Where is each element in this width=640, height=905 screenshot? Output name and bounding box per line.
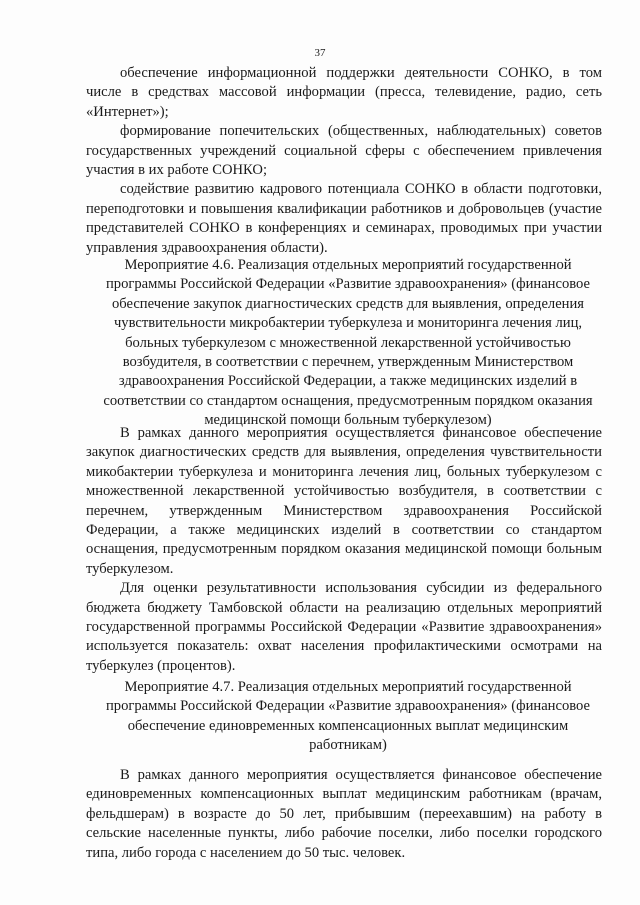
page-number: 37 [314, 47, 326, 59]
section-4-6-paragraph-1: В рамках данного мероприятия осуществляется финансовое обеспечение закупок диагностических средств для выявления, определения чувствительности микобактерии туберкулеза и мониторинга лечения лиц, больных туберкулезом с множественной лекарственной устойчивостью возбудителя, в соответствии с перечнем, утвержденным Министерством здравоохранения Российской Федерации, а также медицинских изделий в соответствии со стандартом оснащения, предусмотренным порядком оказания медицинской помощи больным туберкулезом. [86, 425, 602, 577]
intro-item-media-support: обеспечение информационной поддержки деятельности СОНКО, в том числе в средствах массовой информации (пресса, телевидение, радио, сеть «Интернет»); [86, 65, 602, 120]
section-4-6-heading [94, 256, 602, 431]
section-4-6-heading-text: Мероприятие 4.6. Реализация отдельных мероприятий государственной программы Российской Федерации «Развитие здравоохранения» (финансовое обеспечение закупок диагностических средств для выявления, определения чувствительности микробактерии туберкулеза и мониторинга лечения лиц, больных туберкулезом с множественной лекарственной устойчивостью возбудителя, в соответствии с перечнем, утвержденным Министерством здравоохранения Российской Федерации, а также медицинских изделий в соответствии со стандартом оснащения, предусмотренным порядком оказания медицинской помощи больным туберкулезом) [103, 257, 593, 429]
section-4-6-paragraph-2: Для оценки результативности использования субсидии из федерального бюджета бюджету Тамбовской области на реализацию отдельных мероприятий государственной программы Российской Федерации «Развитие здравоохранения» используется показатель: охват населения профилактическими осмотрами на туберкулез (процентов). [86, 580, 602, 674]
section-4-7-heading-text: Мероприятие 4.7. Реализация отдельных мероприятий государственной программы Российской Федерации «Развитие здравоохранения» (финансовое обеспечение единовременных компенсационных выплат медицинским работникам) [106, 679, 590, 754]
intro-item-trustee-councils: формирование попечительских (общественных, наблюдательных) советов государственных учреждений социальной сферы с обеспечением привлечения участия в их работе СОНКО; [86, 123, 602, 179]
section-4-7-heading [94, 678, 602, 756]
section-4-7-body [86, 766, 602, 863]
intro-item-staff-development: содействие развитию кадрового потенциала СОНКО в области подготовки, переподготовки и повышения квалификации работников и добровольцев (участие представителей СОНКО в конференциях и семинарах, проводимых при участии управления здравоохранения области). [86, 181, 602, 256]
intro-list [86, 64, 602, 258]
section-4-6-body [86, 424, 602, 676]
section-4-7-paragraph-1: В рамках данного мероприятия осуществляется финансовое обеспечение единовременных компенсационных выплат медицинским работникам (врачам, фельдшерам) в возрасте до 50 лет, прибывшим (переехавшим) на работу в сельские населенные пункты, либо рабочие поселки, либо поселки городского типа, либо города с населением до 50 тыс. человек. [86, 767, 602, 861]
